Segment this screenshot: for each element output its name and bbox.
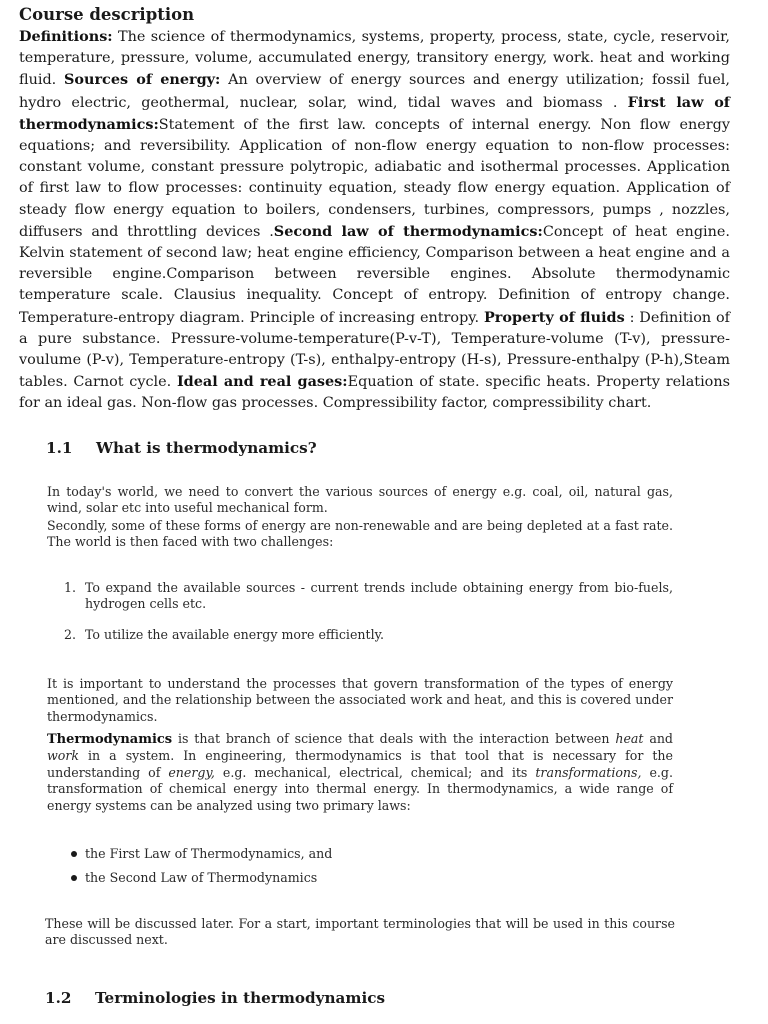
paragraph: Secondly, some of these forms of energy are non-renewable and are being depleted at a fast rate. The world is then faced with two challenges:	[47, 518, 673, 550]
paragraph: In today's world, we need to convert the various sources of energy e.g. coal, oil, natural gas, wind, solar etc into useful mechanical form.	[47, 484, 673, 516]
course-description-heading: Course description	[19, 5, 195, 24]
enumerated-list	[47, 580, 673, 657]
definitions-label: Definitions:	[19, 28, 113, 45]
definitions-text: The science of thermodynamics, systems, property, process, state, cycle, reservoir, temperature, pressure, volume, accumulated energy, transitory energy, work. heat and working fluid.	[19, 29, 730, 89]
list-item-text: the First Law of Thermodynamics, and	[85, 846, 333, 861]
list-item-text: To utilize the available energy more efficiently.	[85, 626, 385, 642]
list-item-text: the Second Law of Thermodynamics	[85, 870, 318, 886]
course-description-body	[19, 26, 730, 415]
bullet-list	[47, 846, 673, 895]
fluids-label: Property of fluids	[483, 308, 625, 326]
second-law-label: Second law of thermodynamics:	[273, 222, 543, 240]
text: e.g. transformation of chemical energy into thermal energy. In thermodynamics, a wide range of energy systems can be analyzed using two primary laws:	[47, 764, 673, 813]
term: Thermodynamics	[47, 732, 173, 747]
section-number: 1.1	[46, 439, 73, 457]
second-law-text: Concept of heat engine. Kelvin statement of second law; heat engine efficiency, Comparison between a heat engine and a reversible engine.Comparison between reversible engines. Absolute thermodynamic temperature scale. Clausius inequality. Concept of entropy. Definition of entropy change. Temperature-entropy diagram. Principle of increasing entropy.	[19, 223, 730, 326]
section-number: 1.2	[45, 989, 72, 1007]
first-law-label: First law of thermodynamics:	[19, 93, 730, 133]
list-item	[47, 870, 673, 886]
bullet-icon	[71, 851, 77, 857]
text: is that branch of science that deals with the interaction between	[172, 731, 616, 746]
emphasis-heat: heat	[615, 731, 644, 746]
list-marker: 2.	[64, 626, 77, 642]
paragraph: It is important to understand the processes that govern transformation of the types of energy mentioned, and the relationship between the associated work and heat, and this is covered under thermodynamics.	[47, 676, 673, 724]
section-heading-1-2	[45, 989, 385, 1007]
text: in a system. In engineering, thermodynamics is that tool that is necessary for the understanding of	[47, 748, 673, 780]
list-item	[47, 627, 673, 643]
gases-label: Ideal and real gases:	[176, 373, 348, 391]
first-law-text: Statement of the first law. concepts of internal energy. Non flow energy equations; and reversibility. Application of non-flow energy equation to non-flow processes: constant volume, constant pressure polytropic, adiabatic and isothermal processes. Application of first law to flow processes: continuity equation, steady flow energy equation. Application of steady flow energy equation to boilers, condensers, turbines, compressors, pumps , nozzles, diffusers and throttling devices .	[19, 116, 730, 240]
sources-label: Sources of energy:	[64, 71, 221, 89]
emphasis-transformations: transformations,	[535, 764, 642, 780]
gases-text: Equation of state. specific heats. Property relations for an ideal gas. Non-flow gas processes. Compressibility factor, compressibility chart.	[19, 374, 730, 412]
section-title: Terminologies in thermodynamics	[95, 989, 386, 1007]
sources-text: An overview of energy sources and energy utilization; fossil fuel, hydro electric, geothermal, nuclear, solar, wind, tidal waves and biomass .	[19, 72, 730, 111]
text: and	[643, 731, 673, 746]
text: e.g. mechanical, electrical, chemical; and its	[214, 764, 536, 780]
bullet-icon	[71, 875, 77, 881]
list-item	[47, 580, 673, 613]
section-title: What is thermodynamics?	[96, 439, 317, 457]
section-heading-1-1	[46, 439, 317, 457]
paragraph: These will be discussed later. For a start, important terminologies that will be used in this course are discussed next.	[45, 916, 675, 948]
emphasis-work: work	[47, 748, 80, 764]
emphasis-energy: energy,	[168, 764, 215, 780]
list-item-text: To expand the available sources - current trends include obtaining energy from bio-fuels, hydrogen cells etc.	[85, 580, 673, 612]
thermodynamics-definition-paragraph	[47, 731, 673, 814]
list-marker: 1.	[64, 580, 77, 595]
fluids-text: : Definition of a pure substance. Pressure-volume-temperature(P-v-T), Temperature-volume (T-v), pressure-voulume (P-v), Temperature-entropy (T-s), enthalpy-entropy (H-s), Pressure-enthalpy (P-h),Steam tables. Carnot cycle.	[19, 309, 731, 391]
list-item	[47, 846, 673, 862]
